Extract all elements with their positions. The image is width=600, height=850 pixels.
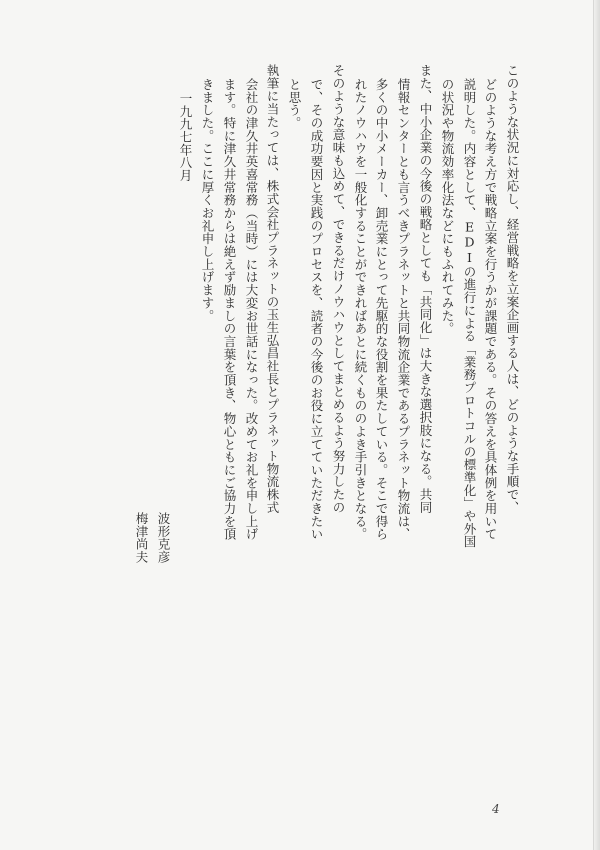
body-text-line: 説明した。内容として、EDIの進行による「業務プロトコルの標準化」や外国	[462, 78, 477, 549]
body-text-line: と思う。	[287, 78, 302, 130]
body-text-line: れたノウハウを一般化することができればあとに続くもののよき手引きとなる。	[353, 78, 368, 541]
body-text-line: また、中小企業の今後の戦略としても「共同化」は大きな選択肢になる。共同	[418, 64, 433, 514]
body-text-line: このような状況に対応し、経営戦略を立案企画する人は、どのような手順で、	[505, 64, 520, 514]
author-name: 波形克彦	[156, 512, 171, 564]
author-name: 梅津尚夫	[134, 512, 149, 564]
body-text-line: ます。特に津久井常務からは絶えず励ましの言葉を頂き、物心ともにご協力を頂	[222, 78, 237, 541]
page-number: 4	[492, 802, 500, 816]
body-text-line: きました。ここに厚くお礼申し上げます。	[200, 78, 215, 323]
body-text-line: の状況や物流効率化法などにもふれてみた。	[440, 78, 455, 335]
body-text-line: 情報センターとも言うべきプラネットと共同物流企業であるプラネット物流は、	[396, 78, 411, 541]
body-text-line: そのような意味も込めて、できるだけノウハウとしてまとめるよう努力したの	[331, 64, 346, 514]
date-line: 一九九七年八月	[178, 92, 193, 182]
body-text-line: 執筆に当たっては、株式会社プラネットの玉生弘昌社長とプラネット物流株式	[265, 64, 280, 514]
page-edge	[594, 0, 600, 850]
body-text-line: 多くの中小メーカー、卸売業にとって先駆的な役割を果たしている。そこで得ら	[374, 78, 389, 541]
body-text-line: 会社の津久井英喜常務（当時）には大変お世話になった。改めてお礼を申し上げ	[244, 78, 259, 541]
body-text-line: で、その成功要因と実践のプロセスを、読者の今後のお役に立てていただきたい	[309, 78, 324, 541]
body-text-line: どのような考え方で戦略立案を行うかが課題である。その答えを具体例を用いて	[483, 78, 498, 541]
